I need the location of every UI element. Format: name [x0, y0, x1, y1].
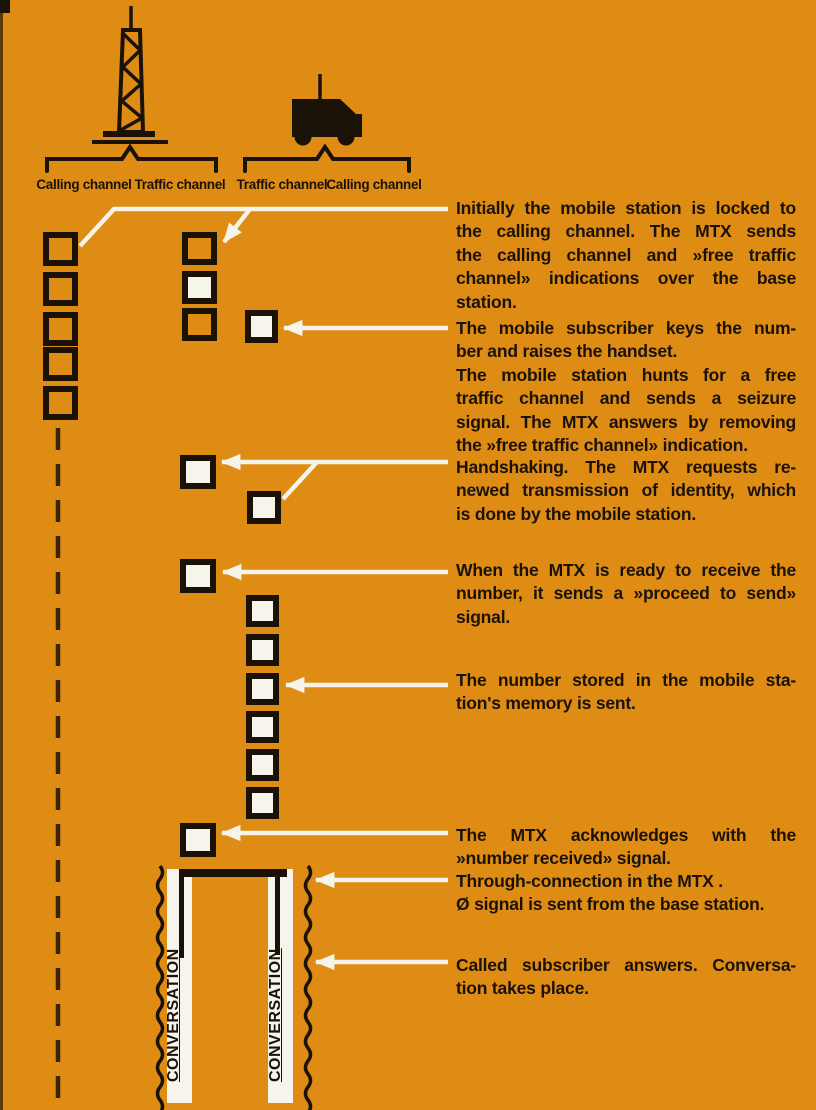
annotation-line: The mobile station hunts for a free: [456, 364, 796, 385]
annotation-handshaking: [456, 456, 796, 526]
signal-block: [43, 347, 78, 381]
connector-handshake-branch: [283, 462, 317, 499]
zigzag-left: [158, 866, 163, 1110]
annotation-line: Ø signal is sent from the base station.: [456, 894, 765, 915]
annotation-line: signal.: [456, 606, 511, 627]
annotation-locked-calling-channel: [456, 197, 796, 314]
annotation-line: tion takes place.: [456, 978, 589, 999]
mobile-bracket: [245, 147, 409, 171]
signal-block: [246, 711, 279, 743]
annotation-line: station.: [456, 291, 517, 312]
annotation-conversation: [456, 954, 796, 1001]
signal-block: [246, 634, 279, 666]
signal-block: [43, 272, 78, 306]
annotation-line: number, it sends a »proceed to send»: [456, 583, 796, 604]
signal-block: [180, 455, 216, 489]
conversation-label-left: CONVERSATION: [165, 948, 182, 1082]
label-station-calling-channel: Calling channel: [36, 177, 132, 192]
annotation-line: traffic channel and sends a seizure: [456, 388, 796, 409]
annotation-line: The number stored in the mobile sta-: [456, 670, 796, 690]
radio-mast-icon: [92, 6, 168, 144]
annotation-line: The MTX acknowledges with the: [456, 825, 796, 845]
annotation-proceed-to-send: [456, 559, 796, 629]
signal-block: [43, 232, 78, 266]
annotation-line: Through-connection in the MTX .: [456, 871, 723, 891]
annotation-line: When the MTX is ready to receive the: [456, 560, 796, 580]
label-station-traffic-channel: Traffic channel: [134, 177, 226, 192]
signal-block: [246, 595, 279, 627]
annotation-line: »number received» signal.: [456, 848, 671, 869]
signal-block: [245, 310, 278, 343]
annotation-line: signal. The MTX answers by removing: [456, 411, 796, 432]
annotation-line: is done by the mobile station.: [456, 503, 696, 524]
annotation-line: Called subscriber answers. Conversa-: [456, 955, 796, 975]
signal-block: [182, 271, 217, 304]
connector-initial-lock: [80, 209, 448, 246]
truck-icon: [292, 74, 362, 146]
annotation-line: newed transmission of identity, which: [456, 480, 796, 501]
signal-block: [246, 749, 279, 781]
signal-block: [180, 823, 216, 857]
annotation-line: the calling channel and »free traffic: [456, 244, 796, 265]
conversation-label-right: CONVERSATION: [267, 948, 284, 1082]
signal-block: [180, 559, 216, 593]
annotation-line: the »free traffic channel» indication.: [456, 435, 748, 456]
page-corner-mark: [0, 0, 10, 13]
signal-block: [182, 232, 217, 265]
annotation-line: Initially the mobile station is locked to: [456, 198, 796, 218]
page-edge: [0, 0, 3, 1110]
annotation-line: channel» indications over the base: [456, 268, 796, 289]
annotation-number-received-ack: [456, 824, 796, 871]
annotation-line: Handshaking. The MTX requests re-: [456, 457, 796, 477]
signal-block: [246, 673, 279, 705]
annotation-line: tion's memory is sent.: [456, 693, 636, 714]
signal-block: [246, 787, 279, 819]
annotation-line: the calling channel. The MTX sends: [456, 221, 796, 242]
annotation-subscriber-keys-number: [456, 317, 796, 457]
annotation-number-sent: [456, 669, 796, 716]
signal-block: [43, 386, 78, 420]
signal-block: [247, 491, 281, 524]
connector-initial-lock-branch: [224, 209, 250, 242]
label-mobile-calling-channel: Calling channel: [326, 177, 422, 192]
annotation-line: The mobile subscriber keys the num-: [456, 318, 796, 338]
zigzag-right: [306, 866, 311, 1110]
label-mobile-traffic-channel: Traffic channel: [236, 177, 328, 192]
station-bracket: [47, 147, 216, 171]
signal-block: [43, 312, 78, 346]
annotation-line: ber and raises the handset.: [456, 341, 678, 362]
signal-block: [182, 308, 217, 341]
annotation-through-connection: [456, 870, 796, 917]
